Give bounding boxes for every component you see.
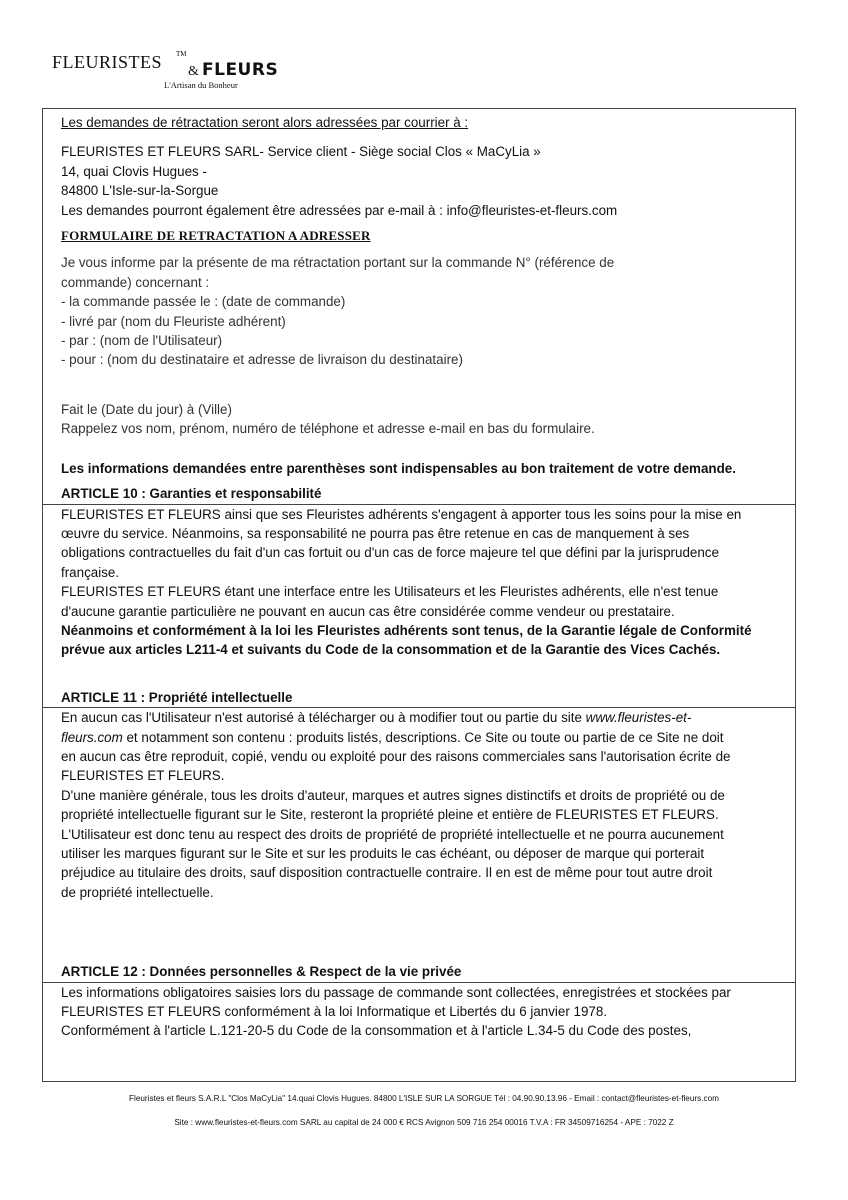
logo-tagline: L'Artisan du Bonheur bbox=[164, 80, 238, 90]
form-line: - la commande passée le : (date de commande) bbox=[61, 294, 346, 310]
article-11-line: propriété intellectuelle figurant sur le Site, resteront la propriété pleine et entière de FLEURISTES ET FLEURS. bbox=[61, 807, 719, 823]
document-content bbox=[61, 113, 783, 1041]
article-11-text: et notamment son contenu : produits listés, descriptions. Ce Site ou toute ou partie de ce Site ne doit bbox=[122, 729, 724, 745]
form-title: FORMULAIRE DE RETRACTATION A ADRESSER bbox=[61, 228, 371, 244]
address-line: Les demandes pourront également être adressées par e-mail à : info@fleuristes-et-fleurs.com bbox=[61, 202, 618, 218]
closing-line: Fait le (Date du jour) à (Ville) bbox=[61, 401, 232, 417]
form-line: commande) concernant : bbox=[61, 274, 210, 290]
article-10-line: œuvre du service. Néanmoins, sa responsabilité ne pourra pas être retenue en cas de manquement à ses bbox=[61, 525, 690, 541]
article-10-line: FLEURISTES ET FLEURS étant une interface entre les Utilisateurs et les Fleuristes adhérents, elle n'est tenue bbox=[61, 584, 719, 600]
article-11-line: FLEURISTES ET FLEURS. bbox=[61, 768, 225, 784]
logo-brand-text: FLEURISTES bbox=[52, 52, 163, 72]
retractation-intro: Les demandes de rétractation seront alors adressées par courrier à : bbox=[61, 115, 469, 130]
site-url-link[interactable]: www.fleuristes-et- bbox=[585, 710, 692, 726]
article-11-line: utiliser les marques figurant sur le Site et sur les produits le cas échéant, ou déposer de marque qui porterait bbox=[61, 846, 705, 861]
form-line: - pour : (nom du destinataire et adresse de livraison du destinataire) bbox=[61, 352, 463, 368]
form-line: - livré par (nom du Fleuriste adhérent) bbox=[61, 313, 286, 329]
address-line: 14, quai Clovis Hugues - bbox=[61, 163, 207, 179]
form-line: Je vous informe par la présente de ma rétractation portant sur la commande N° (référence de bbox=[61, 255, 615, 271]
article-11-line: D'une manière générale, tous les droits d'auteur, marques et autres signes distinctifs et droits de propriété ou de bbox=[61, 787, 725, 803]
article-12-line: FLEURISTES ET FLEURS conformément à la loi Informatique et Libertés du 6 janvier 1978. bbox=[61, 1004, 608, 1020]
article-12-line: Les informations obligatoires saisies lors du passage de commande sont collectées, enregistrées et stockées par bbox=[61, 984, 731, 1000]
article-11-line: de propriété intellectuelle. bbox=[61, 884, 214, 900]
site-url-link[interactable]: fleurs.com bbox=[61, 729, 123, 745]
article-12-title: ARTICLE 12 : Données personnelles & Respect de la vie privée bbox=[43, 962, 795, 982]
address-line: FLEURISTES ET FLEURS SARL- Service client - Siège social Clos « MaCyLia » bbox=[61, 144, 541, 160]
article-11-line bbox=[61, 728, 783, 747]
article-10-line: française. bbox=[61, 564, 120, 580]
article-10-line: d'aucune garantie particulière ne pouvant en aucun cas être considérée comme vendeur ou prestataire. bbox=[61, 603, 675, 619]
closing-line: Rappelez vos nom, prénom, numéro de téléphone et adresse e-mail en bas du formulaire. bbox=[61, 421, 595, 437]
footer-company-info: Fleuristes et fleurs S.A.R.L "Clos MaCyLia" 14.quai Clovis Hugues. 84800 L'ISLE SUR LA SORGUE Tél : 04.90.90.13.96 - Email : contact@fleuristes-et-fleurs.com bbox=[129, 1094, 719, 1103]
article-10-line: obligations contractuelles du fait d'un cas fortuit ou d'un cas de force majeure tel que défini par la jurisprudence bbox=[61, 545, 719, 561]
document-frame bbox=[42, 108, 796, 1082]
article-11-line: L'Utilisateur est donc tenu au respect des droits de propriété de propriété intellectuelle et ne pourra aucunement bbox=[61, 826, 724, 842]
article-11-text: En aucun cas l'Utilisateur n'est autorisé à télécharger ou à modifier tout ou partie du site bbox=[61, 710, 586, 726]
form-line: - par : (nom de l'Utilisateur) bbox=[61, 333, 223, 349]
article-10-bold-line: Néanmoins et conformément à la loi les Fleuristes adhérents sont tenus, de la Garantie légale de Conformité bbox=[61, 622, 752, 638]
article-11-line bbox=[61, 708, 783, 727]
logo-trademark: TM bbox=[176, 50, 187, 58]
article-10-bold-line: prévue aux articles L211-4 et suivants du Code de la consommation et de la Garantie des Vices Cachés. bbox=[61, 642, 721, 658]
article-11-line: en aucun cas être reproduit, copié, vendu ou exploité pour des raisons commerciales sans l'autorisation écrite de bbox=[61, 748, 731, 764]
logo-ampersand: & bbox=[188, 64, 199, 79]
brand-logo bbox=[52, 46, 279, 96]
article-11-line: préjudice au titulaire des droits, sauf disposition contractuelle contraire. Il en est de même pour tout autre droit bbox=[61, 865, 713, 881]
article-10-title: ARTICLE 10 : Garanties et responsabilité bbox=[43, 484, 795, 504]
footer-legal-info: Site : www.fleuristes-et-fleurs.com SARL au capital de 24 000 € RCS Avignon 509 716 254 00016 T.V.A : FR 34509716254 - APE : 7022 Z bbox=[174, 1118, 674, 1127]
article-10-line: FLEURISTES ET FLEURS ainsi que ses Fleuristes adhérents s'engagent à apporter tous les soins pour la mise en bbox=[61, 506, 742, 522]
article-11-title: ARTICLE 11 : Propriété intellectuelle bbox=[43, 688, 795, 708]
logo-fleurs-text: FLEURS bbox=[202, 60, 279, 80]
article-12-line: Conformément à l'article L.121-20-5 du Code de la consommation et à l'article L.34-5 du Code des postes, bbox=[61, 1023, 692, 1039]
address-line: 84800 L'Isle-sur-la-Sorgue bbox=[61, 183, 219, 199]
required-info-note: Les informations demandées entre parenthèses sont indispensables au bon traitement de votre demande. bbox=[61, 460, 736, 476]
